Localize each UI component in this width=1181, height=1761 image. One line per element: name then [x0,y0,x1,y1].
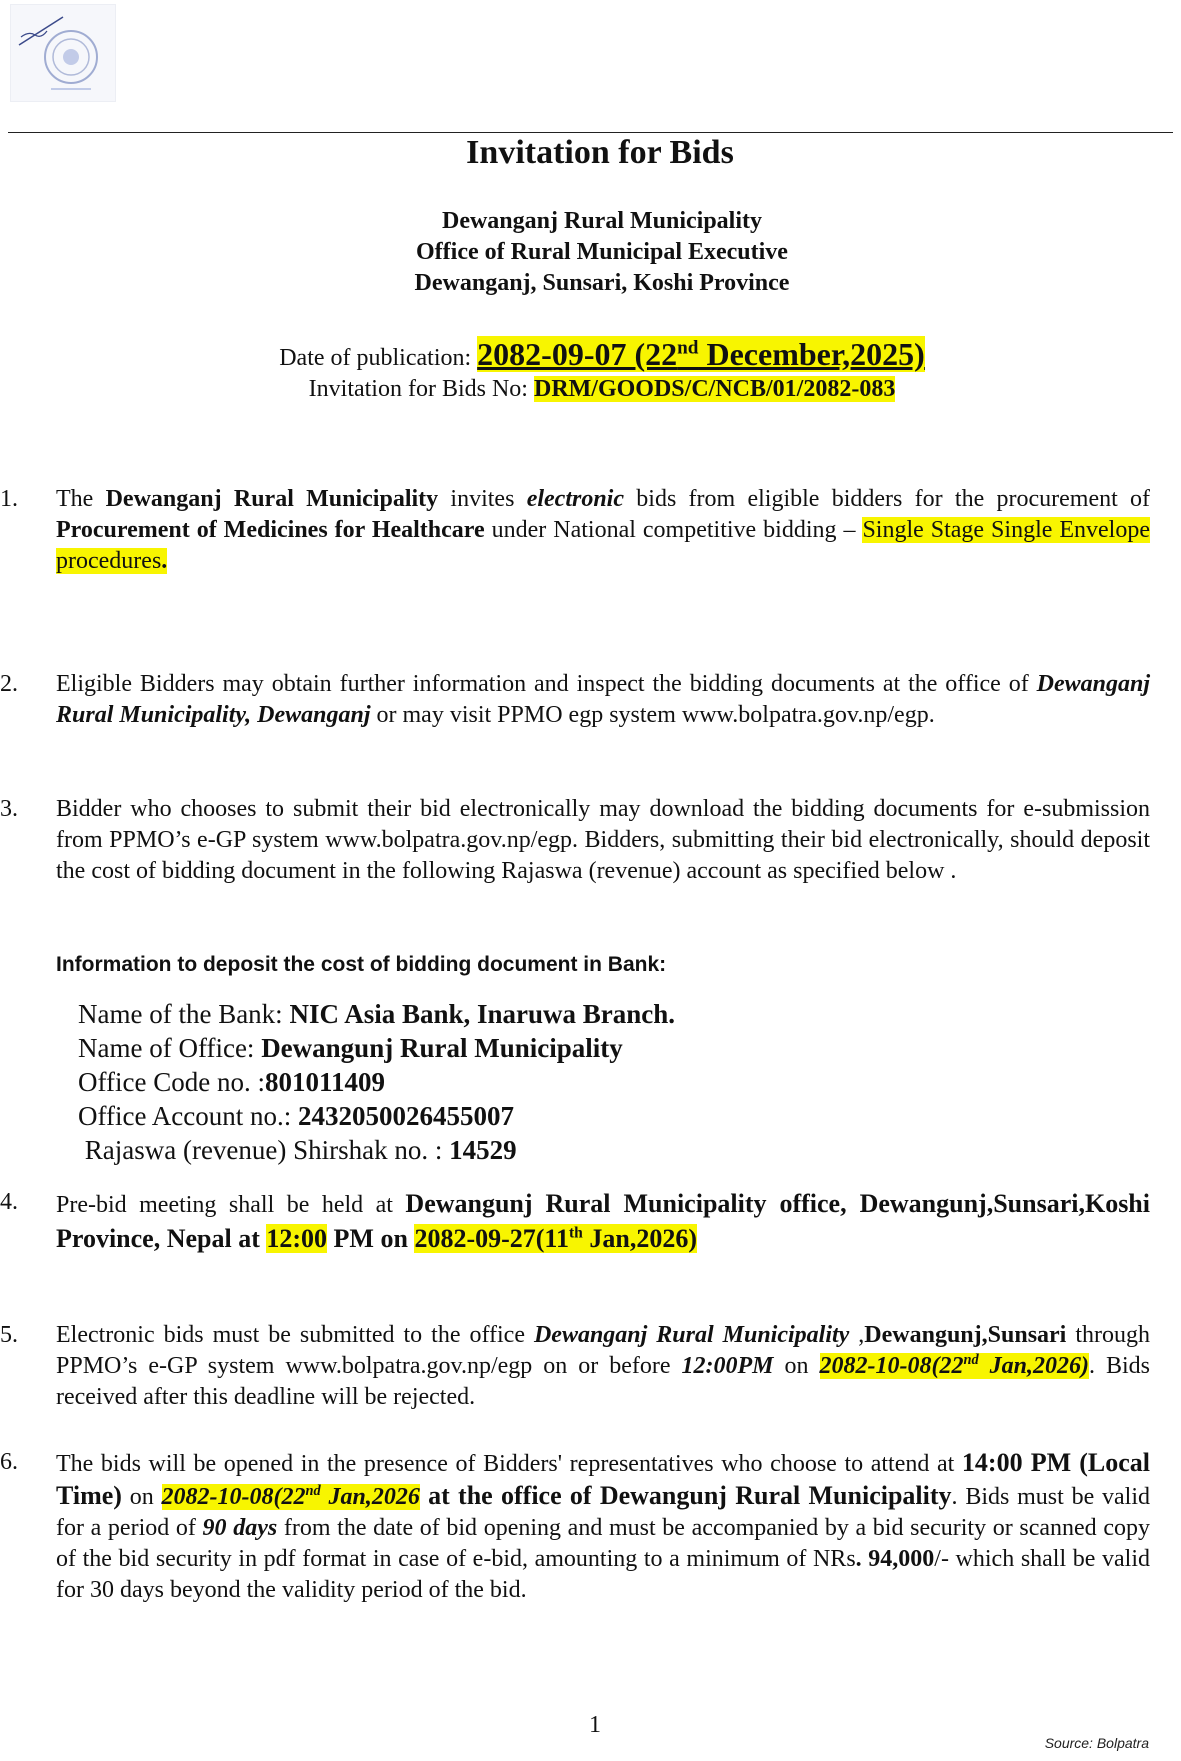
revenue-head-line: Rajaswa (revenue) Shirshak no. : 14529 [78,1135,517,1165]
bank-info [78,997,675,1167]
bank-name-line: Name of the Bank: NIC Asia Bank, Inaruwa Branch. [78,999,676,1029]
procedure-highlight: Single Stage Single Envelope procedures [56,517,1151,574]
item-text: Eligible Bidders may obtain further information and inspect the bidding documents at the office of Dewanganj Rural Municipality, Dewanganj or may visit PPMO egp system www.bolpatra.gov.np/egp. [56,671,1150,728]
office-code-line: Office Code no. :801011409 [78,1067,385,1097]
item-number: 6. [0,1449,18,1475]
item-text: Pre-bid meeting shall be held at Dewangunj Rural Municipality office, Dewangunj,Sunsari,Koshi Province, Nepal at 12:00 PM on 2082-09-27(11th Jan,2026) [56,1189,1150,1253]
item-number: 1. [0,486,18,512]
item-number: 4. [0,1189,18,1215]
item-number: 3. [0,796,18,822]
list-item-5 [0,1320,1181,1413]
item-text: Bidder who chooses to submit their bid electronically may download the bidding documents for e-submission from PPMO’s e-GP system www.bolpatra.gov.np/egp. Bidders, submitting their bid electronically, should deposit the cost of bidding document in the following Rajaswa (revenue) account as specified below . [56,796,1150,884]
municipality-seal-icon [10,4,116,102]
ifb-number-line [0,376,1181,403]
bank-info-heading: Information to deposit the cost of bidding document in Bank: [56,953,667,976]
list-item-1 [0,484,1181,577]
list-item-2 [0,669,1181,731]
source-credit: Source: Bolpatra [1044,1735,1149,1751]
office-name-line: Name of Office: Dewangunj Rural Municipality [78,1033,623,1063]
ifb-number-label: Invitation for Bids No: [308,376,534,402]
issuer-office: Office of Rural Municipal Executive [416,239,788,265]
header-rule [8,132,1173,133]
ifb-number: DRM/GOODS/C/NCB/01/2082-083 [533,376,896,402]
issuer-name: Dewanganj Rural Municipality [441,208,762,234]
issuer-address: Dewanganj, Sunsari, Koshi Province [414,270,790,296]
item-number: 2. [0,671,18,697]
publication-date-line [0,336,1181,373]
item-text: The Dewanganj Rural Municipality invites electronic bids from eligible bidders for the procurement of Procurement of Medicines for Healthcare under National competitive bidding – Single Stage Single Envelope procedures. [56,486,1151,574]
list-item-6 [0,1447,1181,1606]
page-number: 1 [589,1712,601,1738]
document-title: Invitation for Bids [466,134,734,171]
publication-date: 2082-09-07 (22nd December,2025) [477,336,925,372]
item-text: Electronic bids must be submitted to the office Dewanganj Rural Municipality ,Dewangunj,Sunsari through PPMO’s e-GP system www.bolpatra.gov.np/egp on or before 12:00PM on 2082-10-08(22nd Jan,2026). Bids received after this deadline will be rejected. [56,1322,1151,1410]
item-number: 5. [0,1322,18,1348]
item-text: The bids will be opened in the presence of Bidders' representatives who choose to attend at 14:00 PM (Local Time) on 2082-10-08(22nd Jan,2026 at the office of Dewangunj Rural Municipality. Bids must be valid for a period of 90 days from the date of bid opening and must be accompanied by a bid security or scanned copy of the bid security in pdf format in case of e-bid, amounting to a minimum of NRs. 94,000/- which shall be valid for 30 days beyond the validity period of the bid. [56,1448,1151,1603]
list-item-4 [0,1187,1181,1256]
publication-date-label: Date of publication: [279,345,478,371]
list-item-3 [0,794,1181,887]
office-account-line: Office Account no.: 2432050026455007 [78,1101,514,1131]
